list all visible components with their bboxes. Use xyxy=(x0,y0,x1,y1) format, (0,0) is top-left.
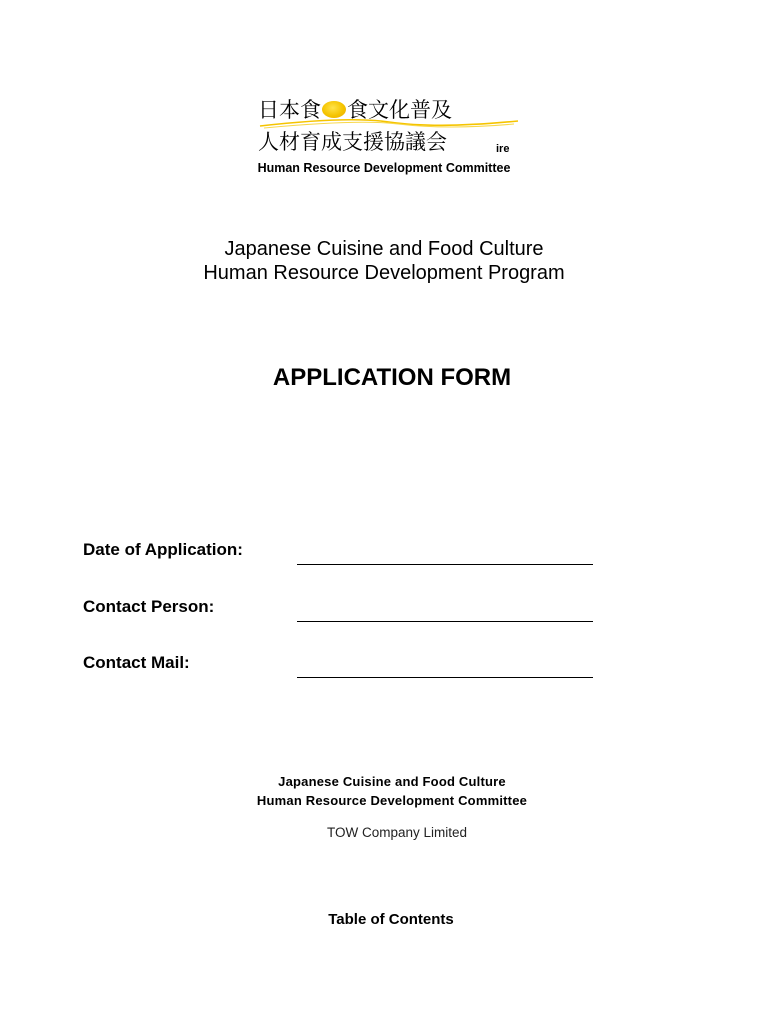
program-title xyxy=(0,237,768,285)
contact-mail-field xyxy=(83,653,603,683)
contact-person-line[interactable] xyxy=(297,621,593,622)
contact-person-label: Contact Person: xyxy=(83,597,215,616)
contact-person-field xyxy=(83,597,603,627)
committee-logo xyxy=(258,96,528,162)
committee-name xyxy=(0,772,768,810)
committee-name-line-2: Human Resource Development Committee xyxy=(256,793,528,808)
date-of-application-line[interactable] xyxy=(297,564,593,565)
date-of-application-field xyxy=(83,540,603,570)
date-of-application-label: Date of Application: xyxy=(83,540,243,559)
form-title: APPLICATION FORM xyxy=(272,364,512,391)
logo-text-after-sun: 食文化普及 xyxy=(347,98,452,122)
contact-mail-line[interactable] xyxy=(297,677,593,678)
program-title-line-1: Japanese Cuisine and Food Culture xyxy=(224,238,544,260)
logo-text-line-1 xyxy=(258,98,452,122)
logo-text-before-sun: 日本食 xyxy=(258,98,321,122)
contact-mail-label: Contact Mail: xyxy=(83,653,190,672)
committee-name-line-1: Japanese Cuisine and Food Culture xyxy=(278,774,506,789)
sun-icon xyxy=(322,101,346,118)
program-title-line-2: Human Resource Development Program xyxy=(203,262,565,284)
logo-text-line-2: 人材育成支援協議会 xyxy=(258,130,447,154)
logo-subtitle: Human Resource Development Committee xyxy=(257,161,511,175)
table-of-contents-heading: Table of Contents xyxy=(328,911,454,928)
company-name: TOW Company Limited xyxy=(326,825,468,840)
logo-suffix-text: ire xyxy=(496,143,510,155)
